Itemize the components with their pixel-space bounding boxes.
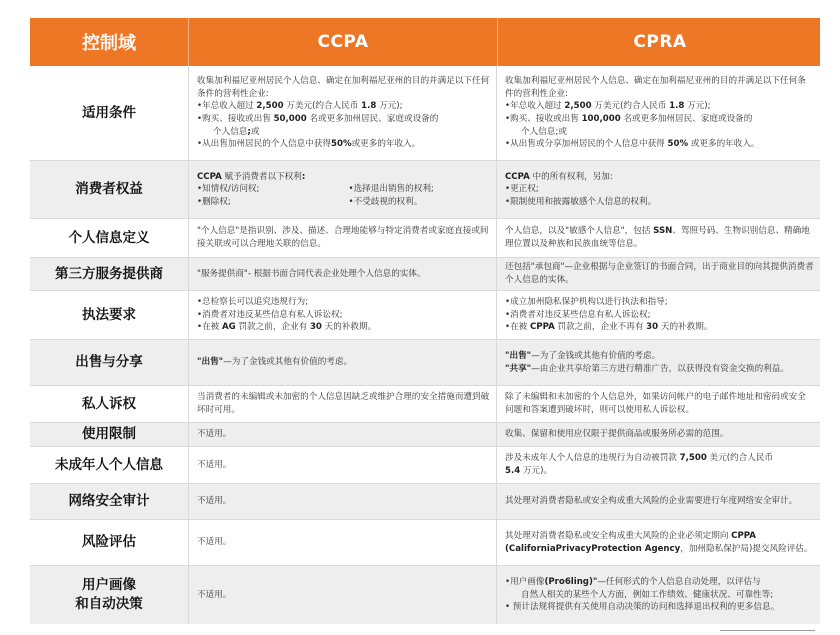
ccpa-cell: CCPA 赋予消费者以下权利: •知情权/访问权; •删除权; •选择退出销售的权利; •不受歧视的权利。	[188, 161, 496, 218]
row-label: 第三方服务提供商	[55, 265, 163, 282]
ccpa-cell: 收集加利福尼亚州居民个人信息、确定在加利福尼亚州的目的并满足以下任何条件的营利性企业: •年总收入超过 2,500 万美元(约合人民币 1.8 万元); •购买、接收或出售 50,000 名或更多加州居民、家庭或设备的 个人信息;或 •从出售加州居民的个人信息中获得50%或更多的年收入。	[188, 66, 496, 160]
row-applicability	[30, 66, 820, 161]
ccpa-cell: •总检察长可以追究违规行为; •消费者对违反某些信息有私人诉讼权; •在被 AG 罚款之前，企业有 30 天的补救期。	[188, 291, 496, 339]
row-profiling	[30, 566, 820, 624]
table-header	[30, 18, 820, 66]
ccpa-cell: "服务提供商"- 根据书面合同代表企业处理个人信息的实体。	[188, 258, 496, 290]
row-audit	[30, 484, 820, 520]
row-sale-share	[30, 340, 820, 386]
ccpa-cell: 不适用。	[188, 520, 496, 565]
cpra-cell: 涉及未成年人个人信息的违规行为自动被罚款 7,500 美元(约合人民币 5.4 万元)。	[496, 447, 820, 483]
cpra-cell: CCPA 中的所有权利，另加: •更正权; •限制使用和披露敏感个人信息的权利。	[496, 161, 820, 218]
cpra-cell: •成立加州隐私保护机构以进行执法和指导; •消费者对违反某些信息有私人诉讼权; •在被 CPPA 罚款之前，企业不再有 30 天的补救期。	[496, 291, 820, 339]
cpra-cell: •用户画像(Pro6ling)"—任何形式的个人信息自动处理，以评估与 自然人相关的某些个人方面，例如工作绩效、健康状况、可靠性等; • 预计法规将提供有关使用自动决策的访问和选择退出权利的更多信息。	[496, 566, 820, 624]
cpra-cell: 个人信息，以及"敏感个人信息"，包括 SSN、驾照号码、生物识别信息、精确地理位置以及种族和民族血统等信息。	[496, 219, 820, 257]
row-consumer-rights	[30, 161, 820, 219]
cpra-cell: 收集加利福尼亚州居民个人信息、确定在加利福尼亚州的目的并满足以下任何条件的营利性企业: •年总收入超过 2,500 万美元(约合人民币 1.8 万元); •购买、接收或出售 100,000 名或更多加州居民、家庭或设备的 个人信息;或 •从出售或分享加州居民的个人信息中获得 50% 或更多的年收入。	[496, 66, 820, 160]
ccpa-cell: 不适用。	[188, 566, 496, 624]
cpra-cell: 除了未编辑和未加密的个人信息外，如果访问帐户的电子邮件地址和密码或安全问题和答案遭到破坏时，则可以使用私人诉讼权。	[496, 386, 820, 422]
row-label: 出售与分享	[75, 354, 143, 370]
cpra-cell: 还包括"承包商"—企业根据与企业签订的书面合同，出于商业目的向其提供消费者个人信息的实体。	[496, 258, 820, 290]
row-label: 适用条件	[82, 104, 136, 121]
ccpa-cell: 当消费者的未编辑或未加密的个人信息因缺乏或维护合理的安全措施而遭到破坏时可用。	[188, 386, 496, 422]
cpra-cell: 其处理对消费者隐私或安全构成重大风险的企业必须定期向 CPPA (CaliforniaPrivacyProtection Agency，加州隐私保护局)提交风险评估。	[496, 520, 820, 565]
row-third-party	[30, 258, 820, 291]
cpra-cell: 收集、保留和使用应仅限于提供商品或服务所必需的范围。	[496, 423, 820, 446]
row-label: 使用限制	[82, 426, 136, 442]
comparison-table	[30, 18, 820, 624]
row-enforcement	[30, 291, 820, 340]
row-pi-definition	[30, 219, 820, 258]
row-label: 执法要求	[82, 306, 136, 323]
ccpa-cell: "个人信息"是指识别、涉及、描述、合理地能够与特定消费者或家庭直接或间接关联或可以合理地关联的信息。	[188, 219, 496, 257]
header-domain: 控制域	[30, 18, 189, 66]
ccpa-cell: 不适用。	[188, 447, 496, 483]
ccpa-cell: 不适用。	[188, 484, 496, 519]
ccpa-cell: "出售"—为了金钱或其他有价值的考虑。	[188, 340, 496, 385]
row-private-action	[30, 386, 820, 423]
ccpa-cell: 不适用。	[188, 423, 496, 446]
header-ccpa: CCPA	[189, 18, 498, 66]
cpra-cell: 其处理对消费者隐私或安全构成重大风险的企业需要进行年度网络安全审计。	[496, 484, 820, 519]
row-use-limit	[30, 423, 820, 447]
row-label: 风险评估	[82, 534, 136, 550]
row-label: 消费者权益	[75, 181, 143, 197]
row-label: 个人信息定义	[68, 229, 150, 246]
row-label: 网络安全审计	[68, 493, 150, 509]
row-risk	[30, 520, 820, 566]
row-label: 用户画像 和自动决策	[75, 577, 143, 612]
header-cpra: CPRA	[633, 32, 687, 52]
row-label: 未成年人个人信息	[55, 456, 163, 473]
cpra-cell: "出售"—为了金钱或其他有价值的考虑。 "共享"—由企业共享给第三方进行精准广告，以获得没有资金交换的利益。	[496, 340, 820, 385]
row-minors	[30, 447, 820, 484]
row-label: 私人诉权	[82, 395, 136, 412]
corner-line	[720, 630, 815, 631]
